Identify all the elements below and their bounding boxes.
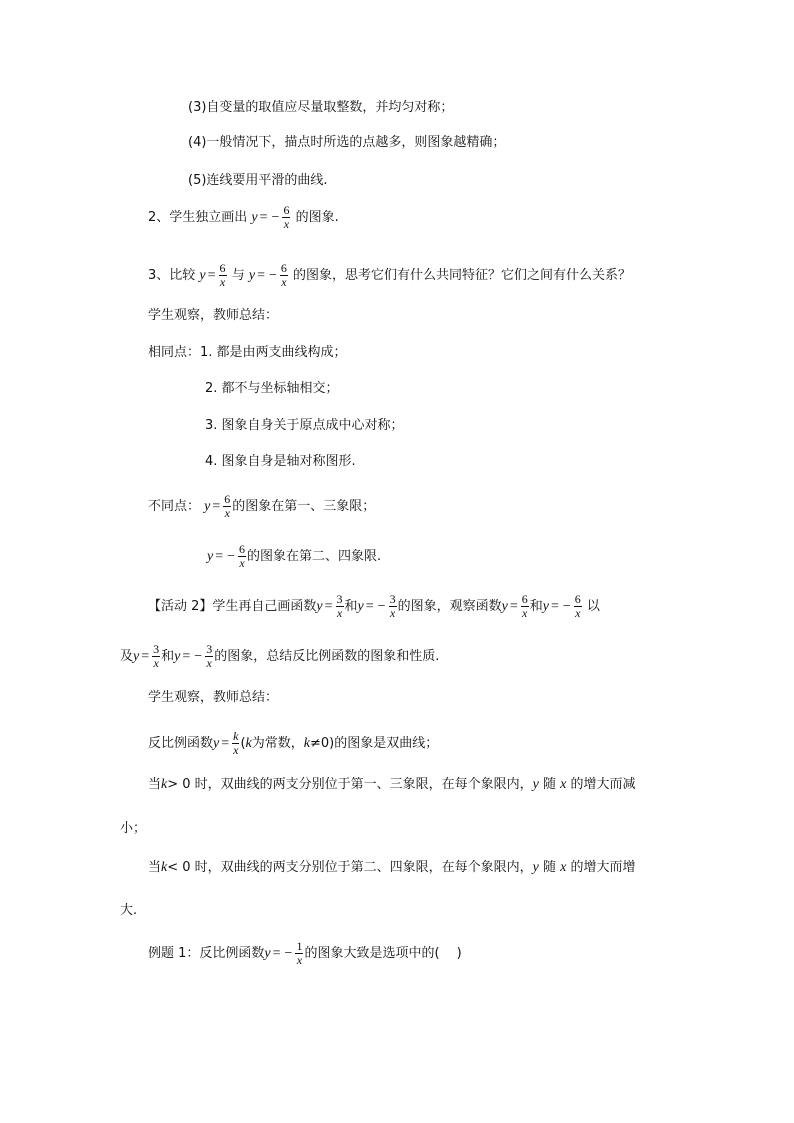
activity-2-line-2-suffix: 的图象，总结反比例函数的图象和性质. — [214, 649, 440, 664]
similarity-item: 2. 都不与坐标轴相交； — [205, 381, 339, 396]
var-y: y — [251, 210, 258, 225]
equals-sign: = — [215, 549, 224, 564]
fraction — [205, 643, 213, 670]
similarity-item: 3. 图象自身关于原点成中心对称； — [205, 418, 404, 433]
activity-2-mid: 的图象，观察函数 — [397, 599, 502, 614]
numerator: 3 — [336, 592, 343, 606]
and-word: 和 — [161, 649, 175, 664]
denominator: x — [296, 953, 303, 967]
equals-sign: = — [207, 268, 216, 283]
equals-sign: = — [182, 649, 191, 664]
var-y: y — [357, 599, 364, 614]
minus-sign: − — [194, 649, 203, 664]
var-k: k — [303, 736, 310, 751]
var-k: k — [245, 736, 252, 751]
and-word: 和 — [344, 599, 358, 614]
var-y: y — [264, 946, 271, 961]
var-y: y — [174, 649, 181, 664]
var-y: y — [133, 649, 140, 664]
var-y: y — [248, 268, 256, 283]
numerator: k — [233, 729, 239, 743]
similarities-label: 相同点： — [148, 345, 201, 360]
activity-2-tail: 以 — [582, 599, 600, 614]
var-y: y — [542, 599, 549, 614]
difference-text: 的图象在第一、三象限； — [232, 499, 376, 514]
numerator: 6 — [224, 492, 231, 506]
step-2 — [148, 204, 339, 231]
k-negative-line — [148, 858, 636, 878]
k-negative-tail: 的增大而增 — [566, 860, 636, 875]
step-3 — [148, 262, 631, 289]
numerator: 1 — [296, 939, 303, 953]
denominator: x — [224, 506, 230, 520]
fraction — [280, 262, 288, 289]
property-prefix: 反比例函数 — [148, 736, 214, 751]
denominator: x — [239, 556, 245, 570]
guideline-3: (3)自变量的取值应尽量取整数，并均匀对称； — [188, 100, 454, 115]
var-y: y — [501, 599, 508, 614]
k-positive-condition: > 0 时，双曲线的两支分别位于第一、三象限，在每个象限内， — [167, 777, 533, 792]
minus-sign: − — [227, 549, 236, 564]
denominator: x — [219, 275, 226, 289]
var-y: y — [199, 268, 206, 283]
example-1-suffix: 的图象大致是选项中的( ) — [304, 946, 462, 961]
step-3-prefix: 3、比较 — [148, 268, 196, 283]
var-y: y — [213, 736, 220, 751]
step-3-mid: 与 — [231, 268, 245, 283]
numerator: 6 — [283, 203, 290, 217]
and-word: 和 — [529, 599, 543, 614]
numerator: 6 — [574, 592, 581, 606]
equals-sign: = — [141, 649, 150, 664]
property-cond-1: 为常数， — [251, 736, 304, 751]
k-positive-tail: 的增大而减 — [566, 777, 636, 792]
numerator: 3 — [206, 642, 213, 656]
observe-summary-2: 学生观察，教师总结： — [148, 690, 279, 705]
numerator: 6 — [521, 592, 528, 606]
var-y: y — [207, 549, 214, 564]
fraction — [152, 643, 160, 670]
denominator: x — [283, 217, 290, 231]
fraction — [238, 543, 246, 570]
var-k: k — [161, 777, 168, 792]
equals-sign: = — [365, 599, 374, 614]
var-k: k — [161, 860, 168, 875]
fraction — [232, 730, 239, 757]
step-2-suffix: 的图象. — [295, 210, 339, 225]
differences-label: 不同点： — [148, 499, 201, 514]
equals-sign: = — [221, 736, 230, 751]
equals-sign: = — [257, 268, 265, 283]
when-word: 当 — [148, 860, 162, 875]
example-1 — [148, 940, 462, 967]
example-1-prefix: 例题 1：反比例函数 — [148, 946, 265, 961]
k-positive-continuation: 小； — [120, 821, 147, 836]
step-2-prefix: 2、学生独立画出 — [148, 210, 248, 225]
similarities-1 — [148, 343, 347, 363]
fraction — [574, 593, 582, 620]
equals-sign: = — [324, 599, 333, 614]
denominator: x — [336, 606, 343, 620]
numerator: 6 — [219, 261, 226, 275]
denominator: x — [233, 743, 239, 757]
fraction — [389, 593, 397, 620]
guideline-4: (4)一般情况下，描点时所选的点越多，则图象越精确； — [188, 135, 506, 150]
activity-2-prefix: 【活动 2】学生再自己画函数 — [148, 599, 317, 614]
differences-2 — [207, 543, 381, 570]
denominator: x — [389, 606, 396, 620]
var-y: y — [204, 499, 211, 514]
numerator: 6 — [239, 542, 246, 556]
guideline-5: (5)连线要用平滑的曲线. — [188, 173, 328, 188]
minus-sign: − — [271, 210, 280, 225]
var-y: y — [316, 599, 323, 614]
fraction — [336, 593, 344, 620]
when-word: 当 — [148, 777, 162, 792]
denominator: x — [206, 656, 212, 670]
observe-summary-1: 学生观察，教师总结： — [148, 308, 279, 323]
fraction — [219, 262, 227, 289]
similarity-item: 1. 都是由两支曲线构成； — [200, 345, 347, 360]
fraction — [223, 493, 231, 520]
paren: ( — [240, 736, 246, 751]
denominator: x — [281, 275, 287, 289]
minus-sign: − — [284, 946, 293, 961]
step-3-suffix: 的图象，思考它们有什么共同特征？它们之间有什么关系？ — [293, 268, 632, 283]
fraction — [521, 593, 529, 620]
equals-sign: = — [550, 599, 559, 614]
denominator: x — [522, 606, 528, 620]
equals-sign: = — [272, 946, 281, 961]
var-y: y — [532, 860, 539, 875]
property-cond-2: ≠0)的图象是双曲线； — [310, 736, 439, 751]
numerator: 3 — [153, 642, 160, 656]
minus-sign: − — [562, 599, 571, 614]
numerator: 3 — [389, 592, 396, 606]
k-positive-line — [148, 775, 636, 795]
differences-1 — [148, 493, 375, 520]
var-y: y — [532, 777, 539, 792]
activity-2-line-2-prefix: 及 — [120, 649, 134, 664]
fraction — [282, 204, 290, 231]
minus-sign: − — [377, 599, 386, 614]
activity-2-line-2 — [120, 643, 439, 670]
var-x: x — [560, 860, 567, 875]
k-negative-condition: < 0 时，双曲线的两支分别位于第二、四象限，在每个象限内， — [167, 860, 533, 875]
with-word: 随 — [538, 777, 561, 792]
k-negative-continuation: 大. — [120, 903, 138, 918]
difference-text: 的图象在第二、四象限. — [247, 549, 382, 564]
equals-sign: = — [509, 599, 518, 614]
equals-sign: = — [259, 210, 268, 225]
denominator: x — [575, 606, 581, 620]
minus-sign: − — [268, 268, 277, 283]
numerator: 6 — [280, 261, 287, 275]
equals-sign: = — [212, 499, 221, 514]
with-word: 随 — [538, 860, 561, 875]
var-x: x — [560, 777, 567, 792]
denominator: x — [153, 656, 159, 670]
fraction — [295, 940, 303, 967]
property-statement — [148, 730, 438, 757]
similarity-item: 4. 图象自身是轴对称图形. — [205, 454, 356, 469]
activity-2-line-1 — [148, 593, 600, 620]
